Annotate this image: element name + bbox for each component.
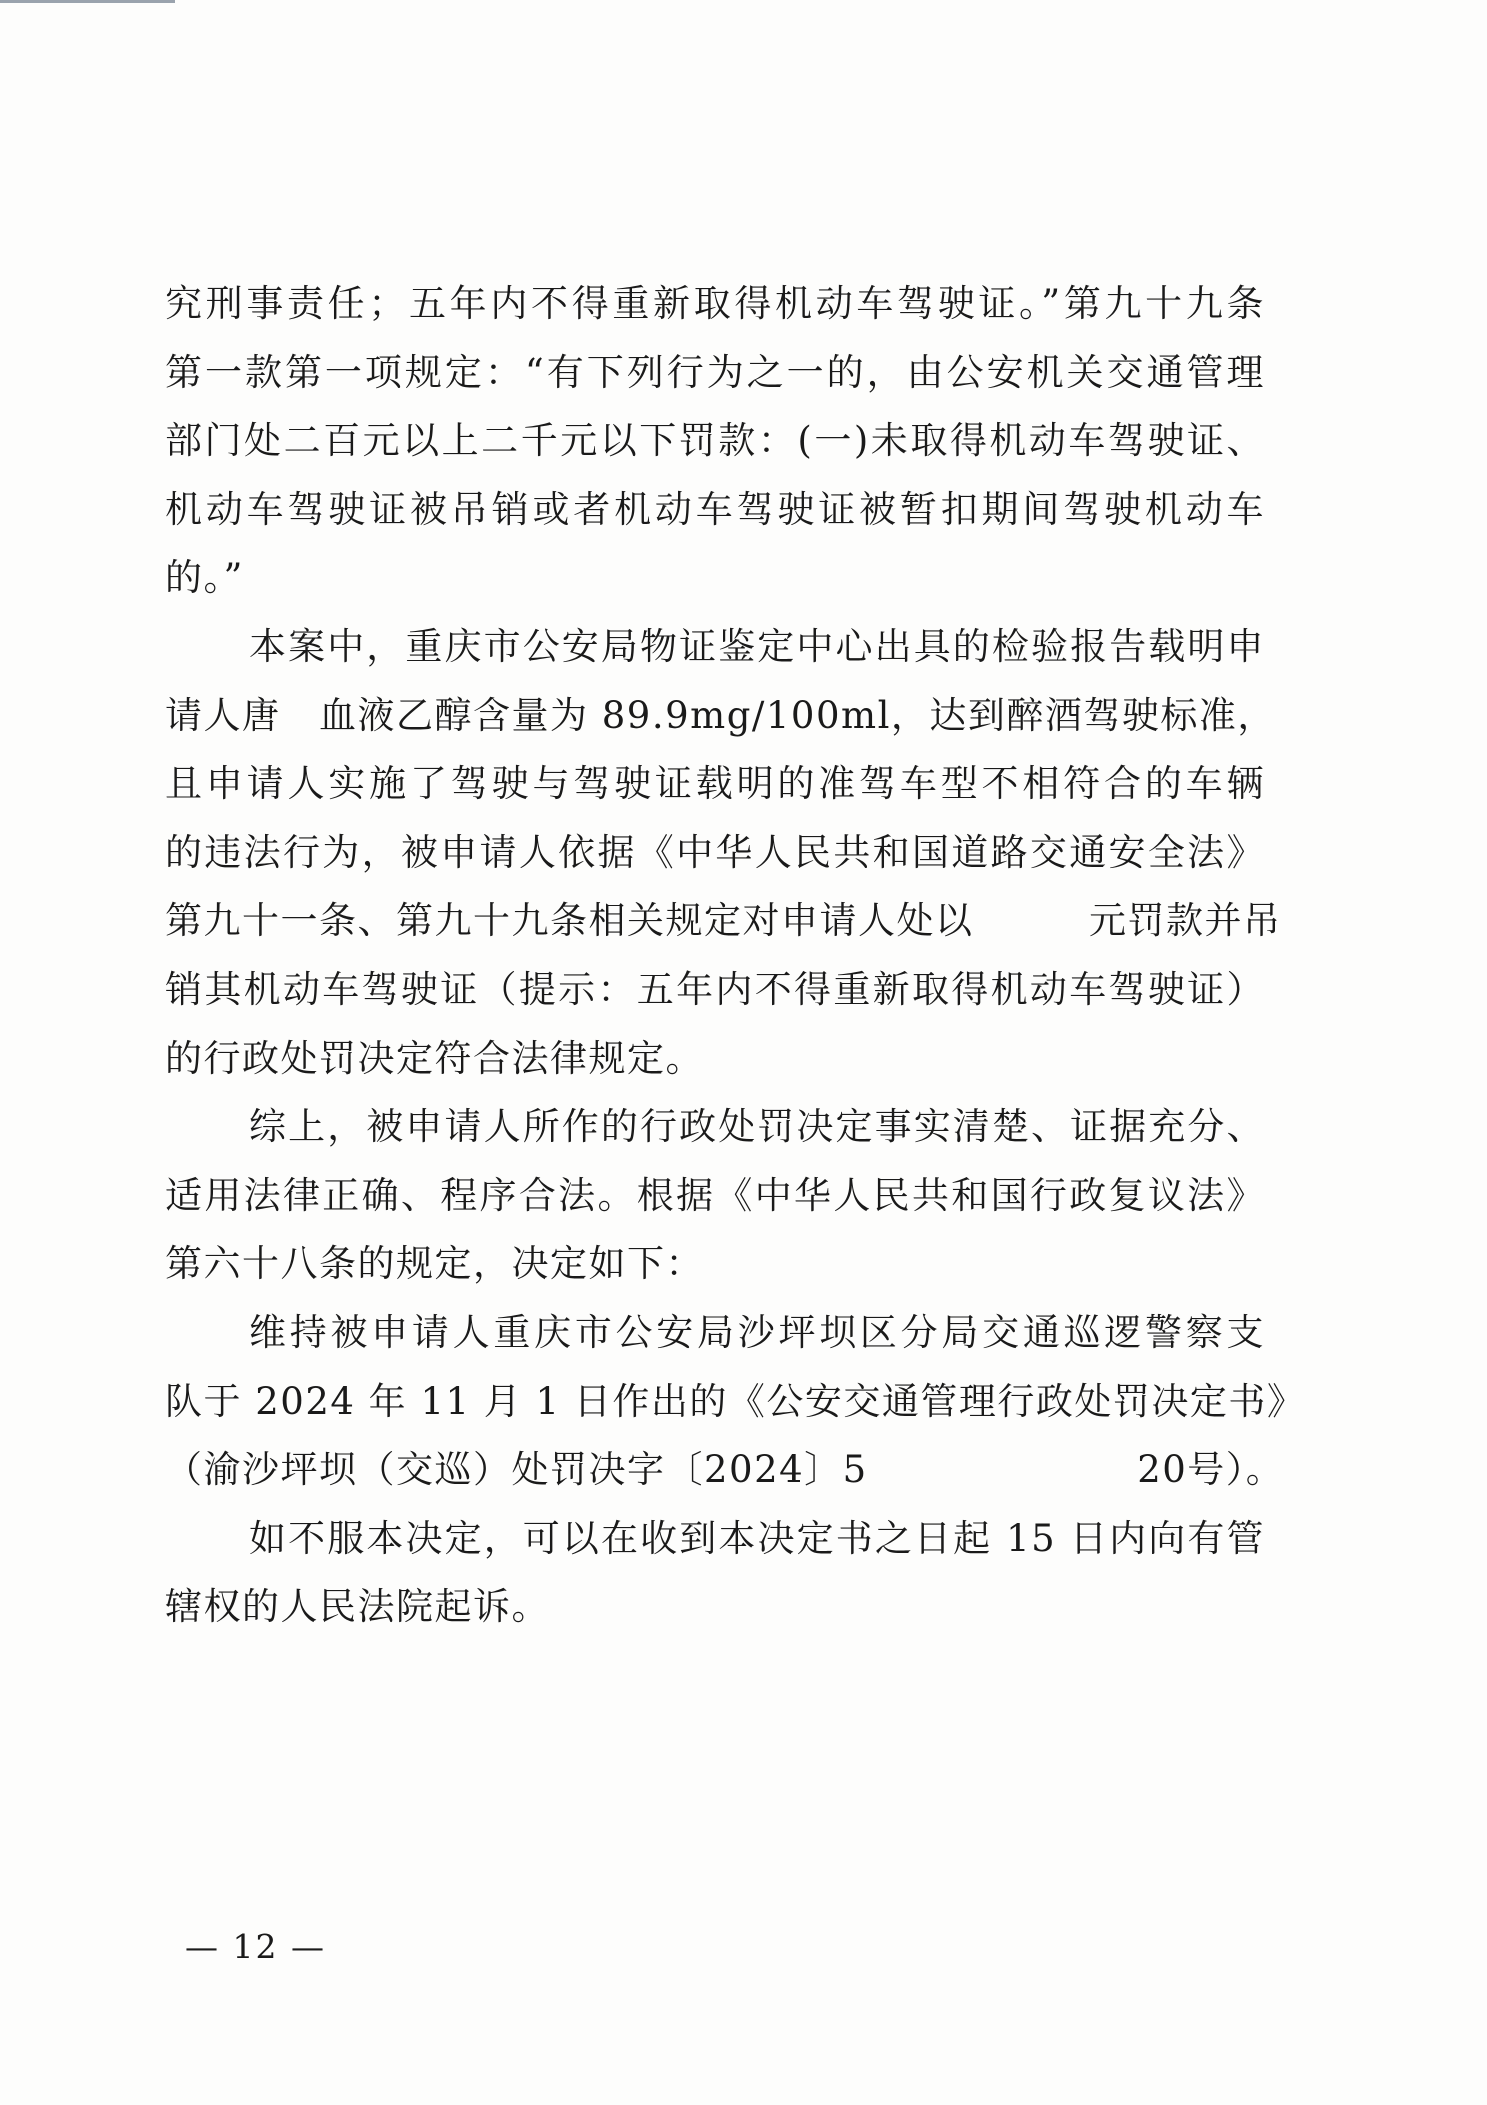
paragraph-line: 的行政处罚决定符合法律规定。 (165, 1036, 704, 1080)
paragraph-line: 队于 2024 年 11 月 1 日作出的《公安交通管理行政处罚决定书》 (165, 1379, 1306, 1423)
paragraph-line: 究刑事责任；五年内不得重新取得机动车驾驶证。”第九十九条 (165, 282, 1265, 325)
paragraph-line: 第九十一条、第九十九条相关规定对申请人处以 元罚款并吊 (165, 899, 1282, 943)
paragraph-line: 的。” (165, 556, 244, 600)
scan-edge-mark (0, 0, 175, 3)
paragraph-line: 辖权的人民法院起诉。 (165, 1585, 550, 1629)
paragraph-line: 机动车驾驶证被吊销或者机动车驾驶证被暂扣期间驾驶机动车 (165, 487, 1265, 531)
paragraph-line: 维持被申请人重庆市公安局沙坪坝区分局交通巡逻警察支 (249, 1310, 1265, 1354)
paragraph-line: （渝沙坪坝（交巡）处罚决字〔2024〕5 20号）。 (165, 1448, 1285, 1492)
paragraph-line: 且申请人实施了驾驶与驾驶证载明的准驾车型不相符合的车辆 (165, 762, 1265, 806)
paragraph-line: 如不服本决定，可以在收到本决定书之日起 15 日内向有管 (249, 1516, 1265, 1560)
paragraph-line: 的违法行为，被申请人依据《中华人民共和国道路交通安全法》 (165, 830, 1265, 874)
document-body (165, 270, 1306, 1642)
paragraph-line: 部门处二百元以上二千元以下罚款：(一)未取得机动车驾驶证、 (165, 419, 1265, 463)
paragraph-line: 第一款第一项规定：“有下列行为之一的，由公安机关交通管理 (165, 350, 1265, 394)
paragraph-line: 适用法律正确、程序合法。根据《中华人民共和国行政复议法》 (165, 1173, 1265, 1217)
paragraph-line: 综上，被申请人所作的行政处罚决定事实清楚、证据充分、 (249, 1105, 1265, 1149)
paragraph-line: 请人唐 血液乙醇含量为 89.9mg/100ml，达到醉酒驾驶标准， (165, 693, 1276, 737)
page-number: — 12 — (185, 1927, 326, 1966)
paragraph-line: 第六十八条的规定，决定如下： (165, 1242, 704, 1286)
paragraph-line: 销其机动车驾驶证（提示：五年内不得重新取得机动车驾驶证） (165, 967, 1265, 1011)
paragraph-line: 本案中，重庆市公安局物证鉴定中心出具的检验报告载明申 (249, 624, 1265, 668)
